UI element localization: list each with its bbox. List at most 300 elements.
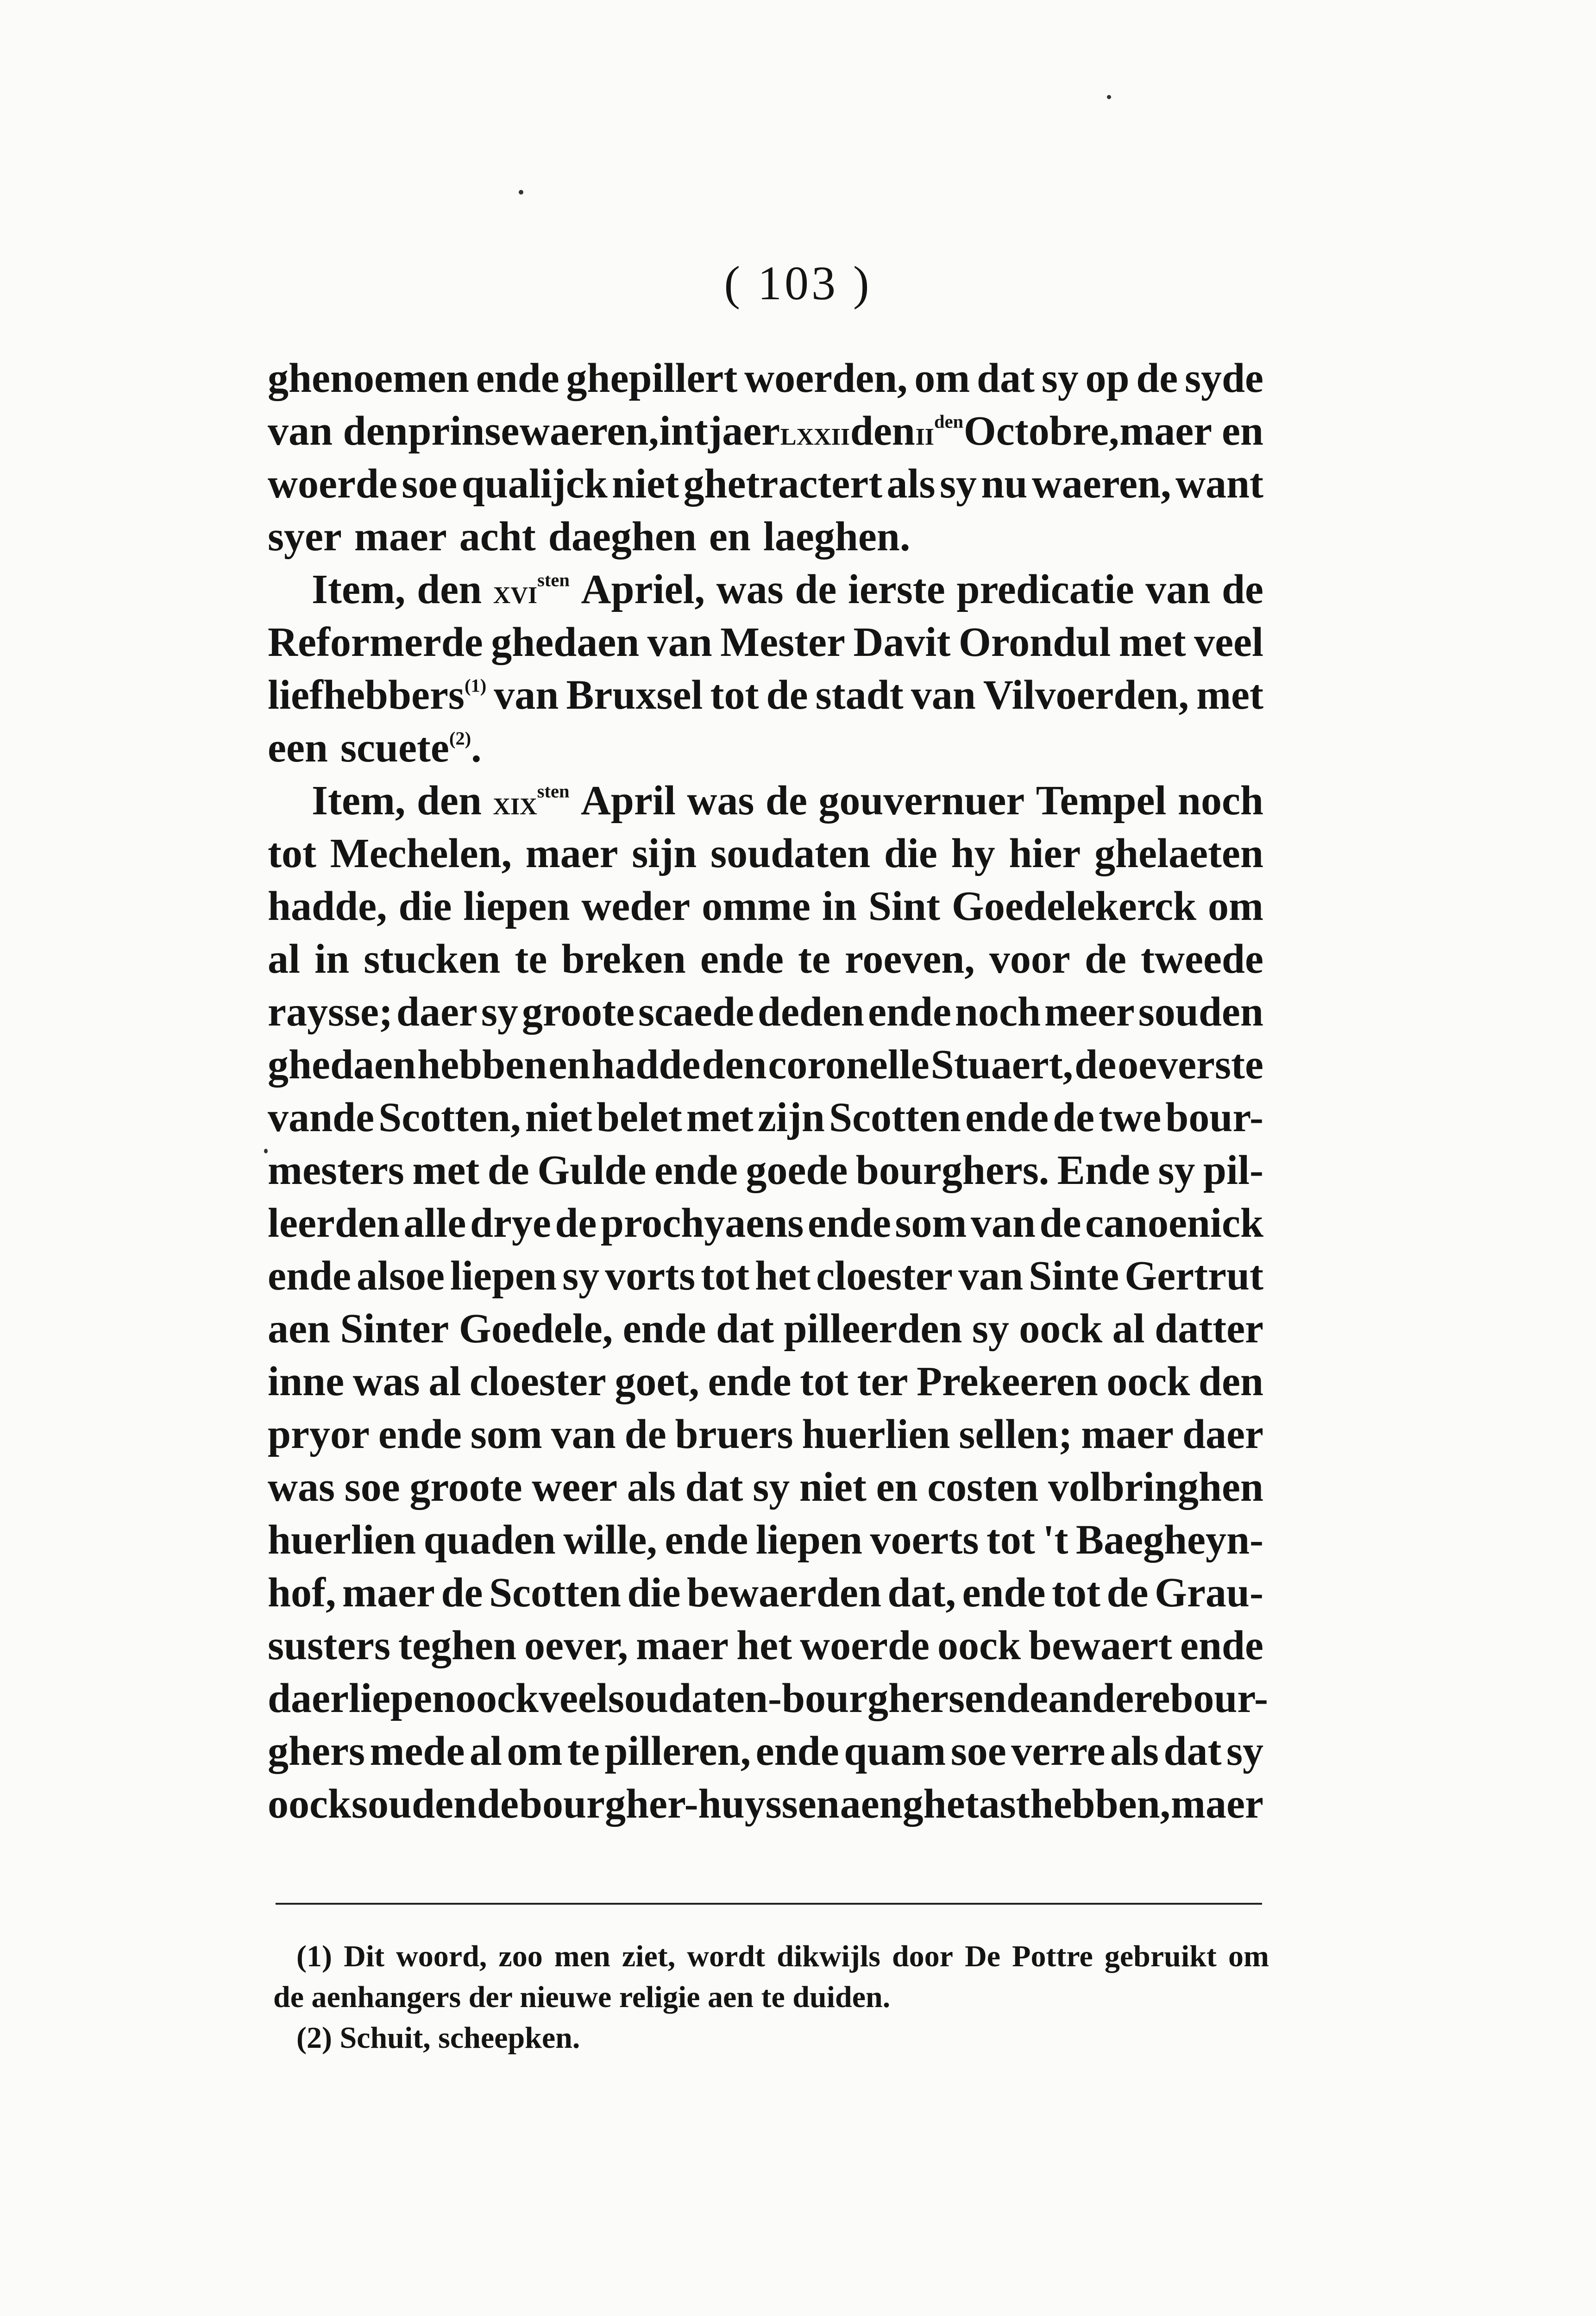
- word: Sinte: [1029, 1253, 1119, 1299]
- word: van: [911, 672, 976, 718]
- word: mede: [370, 1728, 465, 1774]
- footnote-1-line-2: de aenhangers der nieuwe religie aen te duiden.: [273, 1980, 891, 2014]
- word: te: [515, 936, 547, 982]
- word: coronelle: [768, 1042, 930, 1088]
- word: pilleerden: [784, 1306, 962, 1352]
- word: woerde: [800, 1623, 930, 1668]
- word: Sint: [868, 883, 940, 929]
- word: ierste: [848, 566, 945, 612]
- word: dat: [716, 1306, 774, 1352]
- word: dat: [1163, 1728, 1222, 1774]
- word: was: [268, 1464, 335, 1510]
- word: Orondul: [958, 619, 1111, 665]
- word: daer: [396, 989, 478, 1035]
- word: waeren,: [1031, 461, 1171, 507]
- text-line: [268, 1672, 1268, 1725]
- word: dikwijls: [777, 1939, 880, 1973]
- text-line: [268, 1355, 1263, 1408]
- word: sy: [1226, 1728, 1263, 1774]
- word: ende: [755, 1728, 839, 1774]
- word: tot: [710, 672, 759, 718]
- word: te: [798, 936, 830, 982]
- word: bewaert: [1029, 1623, 1172, 1668]
- word: int: [659, 408, 708, 454]
- word: April: [580, 778, 676, 824]
- word: maer en: [1119, 408, 1263, 454]
- word: om: [1228, 1939, 1269, 1973]
- word: gouvernuer: [818, 778, 1025, 824]
- word: wordt: [687, 1939, 766, 1973]
- text-line: [268, 1514, 1263, 1567]
- word: belet: [596, 1095, 682, 1140]
- word: al: [1112, 1306, 1145, 1352]
- word: in: [822, 883, 857, 929]
- word: want: [1175, 461, 1263, 507]
- word: bruers: [675, 1411, 793, 1457]
- word: cloester: [816, 1253, 953, 1299]
- word: sellen;: [959, 1411, 1073, 1457]
- word: Baegheyn-: [1076, 1517, 1263, 1563]
- word: tot: [800, 1359, 849, 1404]
- body-text: [268, 352, 1268, 1831]
- word: deden: [757, 989, 864, 1035]
- word: Tempel: [1036, 778, 1167, 824]
- word: den: [702, 1042, 767, 1088]
- word: oock: [1106, 1359, 1190, 1404]
- word: alsoe: [357, 1253, 445, 1299]
- word: die: [627, 1570, 681, 1616]
- word: Davit: [853, 619, 951, 665]
- word: om: [914, 355, 970, 401]
- text-line: [268, 669, 1263, 722]
- word: alle: [403, 1200, 466, 1246]
- word: ende: [965, 1095, 1049, 1140]
- word: waeren,: [520, 408, 659, 454]
- word: goet,: [615, 1359, 699, 1404]
- word: Reformerde: [268, 619, 483, 665]
- word: met: [412, 1147, 480, 1193]
- word: al: [428, 1359, 461, 1404]
- word: ghedaen: [268, 1042, 416, 1088]
- word: oock: [268, 1781, 351, 1827]
- word: soudaten-bourghers: [608, 1675, 965, 1721]
- word: de: [765, 778, 807, 824]
- word: maer: [342, 1570, 435, 1616]
- text-line: [268, 1303, 1263, 1355]
- word: soe: [344, 1464, 400, 1510]
- word: tot: [701, 1253, 750, 1299]
- word: al: [268, 936, 301, 982]
- text-line: [268, 352, 1263, 405]
- word: ghenoemen: [268, 355, 469, 401]
- word: den: [1198, 1359, 1263, 1404]
- word: oeverste: [1118, 1042, 1263, 1088]
- word: niet: [612, 461, 679, 507]
- word: $ii^{den}$: [915, 411, 964, 452]
- word: soe: [402, 461, 458, 507]
- paper-speck: [1107, 95, 1111, 99]
- word: oock: [1019, 1306, 1103, 1352]
- word: veel: [1194, 619, 1263, 665]
- word: met: [686, 1095, 754, 1140]
- word: twe: [1099, 1095, 1162, 1140]
- word: quam: [844, 1728, 946, 1774]
- word: goede: [746, 1147, 848, 1193]
- word: Prekeeren: [917, 1359, 1098, 1404]
- word: oever,: [524, 1623, 628, 1668]
- word: hebben: [417, 1042, 547, 1088]
- word: Vilvoerden,: [983, 672, 1189, 718]
- word: ende: [476, 355, 559, 401]
- word: huerlien: [802, 1411, 950, 1457]
- word: Stuaert,: [930, 1042, 1074, 1088]
- word: verre: [1011, 1728, 1106, 1774]
- text-line: [268, 1461, 1263, 1514]
- word: cloester: [469, 1359, 606, 1404]
- word: Item,: [312, 778, 406, 824]
- word: omme: [702, 883, 811, 929]
- text-line: [268, 722, 1263, 774]
- word: de: [441, 1570, 483, 1616]
- word: souden: [1138, 989, 1263, 1035]
- word: De: [965, 1939, 1001, 1973]
- word: sy: [972, 1306, 1009, 1352]
- word: Gulde: [537, 1147, 647, 1193]
- word: gebruikt: [1104, 1939, 1217, 1973]
- word: raysse;: [268, 989, 393, 1035]
- word: met: [1196, 672, 1263, 718]
- word: 't: [1043, 1517, 1068, 1563]
- word: hebben,: [1030, 1781, 1171, 1827]
- word: laeghen.: [763, 514, 911, 560]
- word: ghers: [268, 1728, 365, 1774]
- word: Gertrut: [1125, 1253, 1263, 1299]
- text-line: [268, 563, 1263, 616]
- word: Octobre,: [963, 408, 1119, 454]
- word: van: [958, 1253, 1024, 1299]
- word: als: [627, 1464, 676, 1510]
- word: was: [716, 566, 784, 612]
- word: prinse: [408, 408, 520, 454]
- word: veel: [538, 1675, 608, 1721]
- word: als: [886, 461, 936, 507]
- word: wille,: [563, 1517, 657, 1563]
- word: maer: [354, 514, 447, 560]
- word: scaede: [638, 989, 754, 1035]
- word: den: [416, 778, 482, 824]
- word: Goedele,: [459, 1306, 613, 1352]
- word: jaer: [708, 408, 780, 454]
- footnotes: [273, 1936, 1269, 2058]
- word: als: [1110, 1728, 1159, 1774]
- word: den: [850, 408, 915, 454]
- word: het: [736, 1623, 792, 1668]
- word: ghetractert: [683, 461, 883, 507]
- word: van: [494, 672, 559, 718]
- word: ter: [857, 1359, 908, 1404]
- footnote-divider: [276, 1903, 1262, 1905]
- word: bourghers.: [855, 1147, 1049, 1193]
- text-line: [268, 1250, 1263, 1303]
- word: ghepillert: [566, 355, 738, 401]
- word: syde: [1184, 355, 1263, 401]
- word: niet: [799, 1464, 867, 1510]
- word: liepen: [348, 1675, 455, 1721]
- word: ende: [700, 936, 784, 982]
- word: de: [487, 1147, 529, 1193]
- word: vorts: [605, 1253, 696, 1299]
- word: volbringhen: [1048, 1464, 1263, 1510]
- word: de: [624, 1411, 666, 1457]
- word: de: [1074, 1042, 1117, 1088]
- word: maer: [1081, 1411, 1174, 1457]
- word: zijn: [757, 1095, 825, 1140]
- word: stucken: [364, 936, 501, 982]
- word: die: [884, 831, 937, 876]
- word: dat: [976, 355, 1035, 401]
- word: Dit: [344, 1939, 385, 1973]
- word: liepen: [463, 883, 570, 929]
- word: de: [1221, 566, 1263, 612]
- word: ziet,: [622, 1939, 676, 1973]
- word: (1): [296, 1939, 332, 1973]
- word: lxxii: [780, 414, 850, 452]
- word: was: [352, 1359, 420, 1404]
- word: noch: [955, 989, 1041, 1035]
- paper-speck: [519, 190, 523, 195]
- word: de: [1084, 936, 1126, 982]
- word: Item,: [312, 566, 406, 612]
- word: ende: [268, 1253, 351, 1299]
- word: Pottre: [1012, 1939, 1093, 1973]
- word: tot: [986, 1517, 1035, 1563]
- text-line: [268, 405, 1263, 458]
- word: teghen: [398, 1623, 517, 1668]
- word: sy: [939, 461, 977, 507]
- word: weer: [532, 1464, 618, 1510]
- word: en: [709, 514, 751, 560]
- word: ghedaen: [491, 619, 640, 665]
- word: bewaerden: [686, 1570, 881, 1616]
- word: xix$^{sten}$: [493, 780, 570, 822]
- word: pryor: [268, 1411, 370, 1457]
- word: maer: [1171, 1781, 1263, 1827]
- word: sy: [562, 1253, 600, 1299]
- word: Mechelen,: [330, 831, 512, 876]
- word: som: [895, 1200, 967, 1246]
- word: met: [1118, 619, 1186, 665]
- word: van: [647, 619, 712, 665]
- word: daer: [268, 1675, 349, 1721]
- word: costen: [927, 1464, 1039, 1510]
- word: som: [470, 1411, 542, 1457]
- word: datter: [1155, 1306, 1263, 1352]
- word: groote: [522, 989, 635, 1035]
- word: de: [766, 672, 808, 718]
- word: de: [1039, 1200, 1081, 1246]
- word: liefhebbers$^{(1)}$: [268, 672, 487, 718]
- word: meer: [1044, 989, 1135, 1035]
- text-line: [268, 1144, 1263, 1197]
- word: sy: [481, 989, 518, 1035]
- word: dat: [685, 1464, 743, 1510]
- word: liepen: [450, 1253, 557, 1299]
- word: vande: [268, 1095, 375, 1140]
- word: de: [795, 566, 837, 612]
- text-line: [268, 1408, 1263, 1461]
- word: den: [417, 566, 482, 612]
- word: andere: [1048, 1675, 1170, 1721]
- word: van: [970, 1200, 1036, 1246]
- word: hof,: [268, 1570, 336, 1616]
- word: te: [567, 1728, 600, 1774]
- word: voerts: [870, 1517, 979, 1563]
- text-line: [268, 1567, 1263, 1619]
- word: groote: [409, 1464, 522, 1510]
- word: woerde: [268, 461, 397, 507]
- word: ende: [1180, 1623, 1263, 1668]
- word: ende: [665, 1517, 748, 1563]
- word: ende: [378, 1411, 462, 1457]
- word: een: [268, 725, 328, 771]
- text-line: [268, 774, 1263, 827]
- word: ende: [964, 1675, 1048, 1721]
- word: woord,: [396, 1939, 487, 1973]
- word: Ende: [1057, 1147, 1150, 1193]
- word: Goedelekerck: [951, 883, 1197, 929]
- word: nu: [981, 461, 1028, 507]
- word: souden: [351, 1781, 477, 1827]
- word: Mester: [720, 619, 845, 665]
- word: de: [1106, 1570, 1149, 1616]
- word: predicatie: [956, 566, 1134, 612]
- word: hy: [951, 831, 995, 876]
- word: ende: [867, 989, 951, 1035]
- text-line: [268, 880, 1263, 933]
- word: roeven,: [845, 936, 975, 982]
- word: woerden,: [744, 355, 908, 401]
- word: sy: [1158, 1147, 1195, 1193]
- word: Apriel,: [581, 566, 705, 612]
- word: inne: [268, 1359, 345, 1404]
- word: susters: [268, 1623, 390, 1668]
- word: om: [507, 1728, 563, 1774]
- text-line: [268, 933, 1263, 986]
- word: het: [755, 1253, 811, 1299]
- word: van: [551, 1411, 616, 1457]
- text-line: [268, 1619, 1263, 1672]
- text-line: [268, 1091, 1263, 1144]
- word: Sinter: [340, 1306, 449, 1352]
- word: die: [398, 883, 452, 929]
- footnote-1-line-1: [273, 1936, 1269, 1977]
- word: en: [876, 1464, 918, 1510]
- word: van: [1145, 566, 1211, 612]
- word: daeghen: [548, 514, 697, 560]
- word: al: [469, 1728, 502, 1774]
- text-line: [268, 458, 1263, 510]
- word: ende: [962, 1570, 1046, 1616]
- word: Scotten: [829, 1095, 961, 1140]
- word: bour-: [1170, 1675, 1268, 1721]
- word: sijn: [632, 831, 697, 876]
- word: sy: [753, 1464, 790, 1510]
- word: scuete$^{(2)}$.: [340, 725, 482, 771]
- word: men: [554, 1939, 610, 1973]
- text-line: [268, 616, 1263, 669]
- word: tot: [268, 831, 316, 876]
- word: drye: [470, 1200, 551, 1246]
- word: ende: [654, 1147, 738, 1193]
- word: sy: [1041, 355, 1079, 401]
- word: hier: [1009, 831, 1081, 876]
- word: de: [555, 1200, 597, 1246]
- word: acht: [459, 514, 536, 560]
- word: de: [1136, 355, 1178, 401]
- page-number: ( 103 ): [724, 257, 872, 310]
- word: bourgher-huyssen: [519, 1781, 840, 1827]
- word: weder: [581, 883, 691, 929]
- word: syer: [268, 514, 342, 560]
- word: liepen: [755, 1517, 862, 1563]
- word: stadt: [815, 672, 904, 718]
- word: van den: [268, 408, 408, 454]
- word: canoenick: [1085, 1200, 1263, 1246]
- word: door: [892, 1939, 953, 1973]
- text-line: [268, 1197, 1263, 1250]
- word: ende: [708, 1359, 792, 1404]
- text-line: [268, 1038, 1263, 1091]
- footnote-2: (2) Schuit, scheepken.: [296, 2021, 580, 2055]
- word: de: [477, 1781, 519, 1827]
- word: tweede: [1141, 936, 1263, 982]
- word: prochyaens: [600, 1200, 804, 1246]
- word: en: [548, 1042, 591, 1088]
- word: op: [1085, 355, 1130, 401]
- word: Scotten,: [378, 1095, 521, 1140]
- word: zoo: [498, 1939, 543, 1973]
- text-line: [268, 1725, 1263, 1778]
- word: oock: [937, 1623, 1021, 1668]
- word: hadde: [591, 1042, 701, 1088]
- word: aenghetast: [840, 1781, 1030, 1827]
- word: daer: [1182, 1411, 1263, 1457]
- word: xvi$^{sten}$: [493, 569, 570, 610]
- word: ghelaeten: [1094, 831, 1263, 876]
- word: breken: [561, 936, 686, 982]
- word: aen: [268, 1306, 330, 1352]
- word: bour-: [1165, 1095, 1263, 1140]
- word: ende: [807, 1200, 891, 1246]
- word: was: [687, 778, 754, 824]
- word: maer: [525, 831, 618, 876]
- paper-speck: [264, 1149, 268, 1153]
- word: pilleren,: [604, 1728, 751, 1774]
- word: de: [1053, 1095, 1095, 1140]
- word: oock: [455, 1675, 539, 1721]
- word: tot: [1051, 1570, 1100, 1616]
- word: hadde,: [268, 883, 387, 929]
- word: mesters: [268, 1147, 404, 1193]
- word: qualijck: [461, 461, 608, 507]
- word: Bruxsel: [566, 672, 703, 718]
- word: pil-: [1203, 1147, 1263, 1193]
- text-line: [268, 986, 1263, 1038]
- word: quaden: [423, 1517, 556, 1563]
- word: maer: [636, 1623, 729, 1668]
- word: ende: [622, 1306, 706, 1352]
- word: voor: [989, 936, 1070, 982]
